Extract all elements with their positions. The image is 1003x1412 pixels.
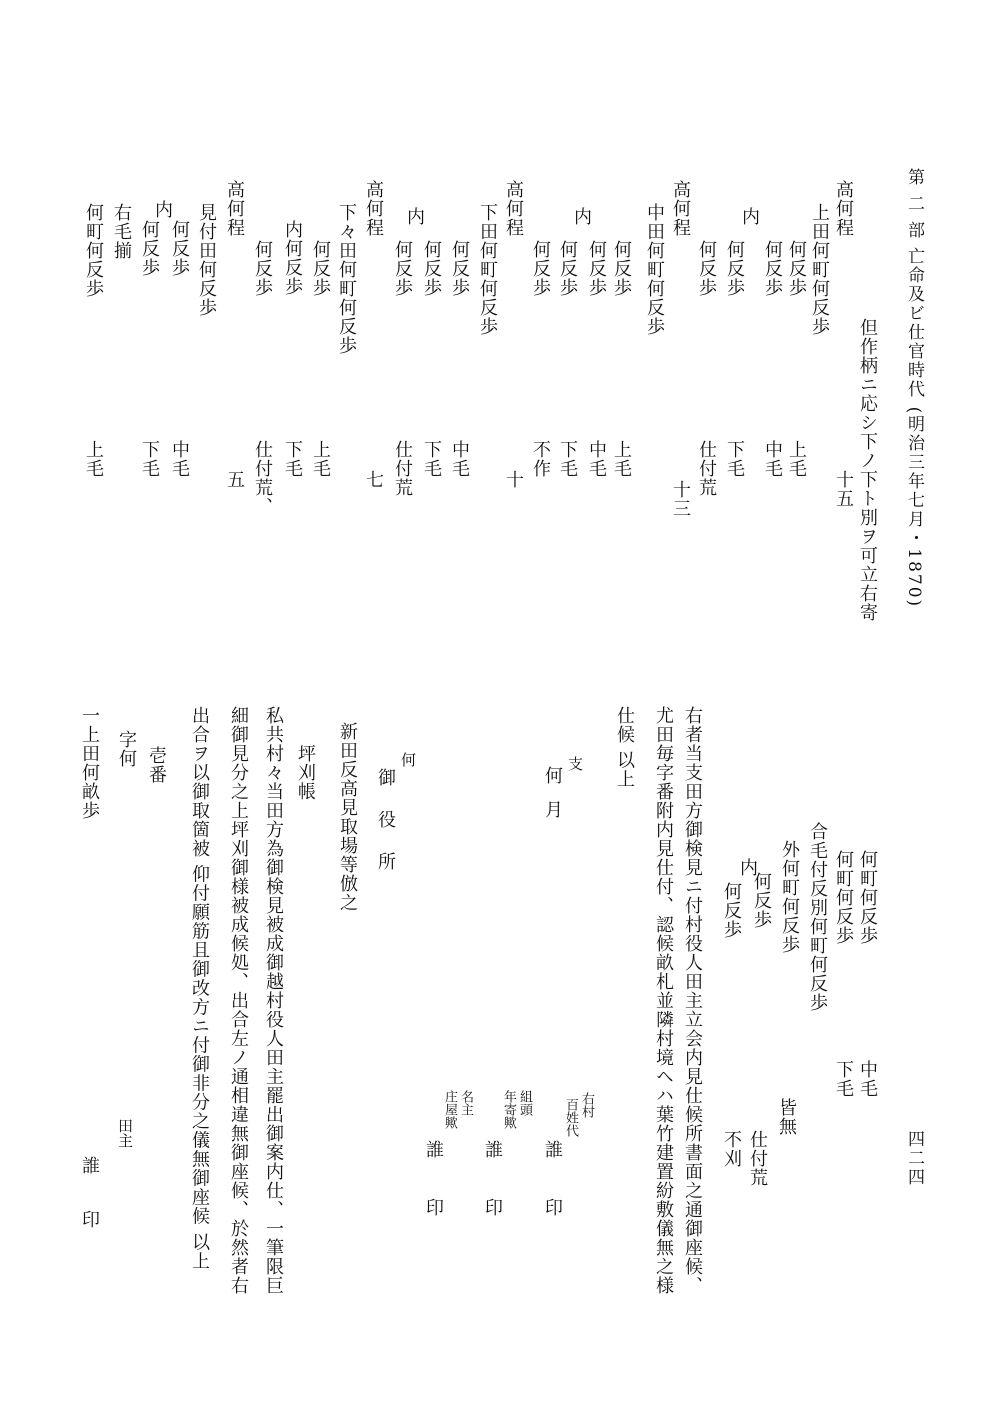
row-label: 高何程 [833, 180, 854, 237]
row-label: 何反歩 [786, 240, 807, 297]
row-label: 何反歩 [449, 240, 470, 297]
row-prefix: 内 [739, 207, 760, 226]
entry-number: 壱番 [146, 746, 167, 784]
row-value: 七 [363, 470, 384, 489]
row-label: 何反歩 [530, 240, 551, 297]
row-value: 仕付荒 [696, 440, 717, 497]
entry-owner-name: 誰 [79, 1156, 100, 1175]
row-value: 上毛 [310, 440, 331, 478]
running-head: 第 二 部 亡命及ビ仕官時代 (明治三年七月・1870) [904, 168, 924, 609]
seal-mark: 印 [79, 1210, 100, 1229]
row-value: 仕付荒、 [252, 440, 273, 516]
entry-aza: 字何 [116, 730, 137, 768]
signatory-title: 庄屋歟 [442, 1090, 457, 1129]
row-value: 十三 [670, 480, 691, 518]
signatory-title: 名主 [458, 1090, 473, 1116]
row-label: 何反歩 [557, 240, 578, 297]
petition-line: 細御見分之上坪刈御様被成候処、出合左ノ通相違無御座候、於然者右 [228, 706, 249, 1295]
seal-mark: 印 [542, 1198, 563, 1217]
row-value: 十 [503, 470, 524, 489]
petition-line: 出合ヲ以御取箇被 仰付願筋且御改方ニ付御非分之儀無御座候 以上 [189, 706, 210, 1271]
report-line: 右者当支田方御検見ニ付村役人田主立会内見仕候所書面之通御座候、 [682, 706, 703, 1295]
row-label: 下々田何町何反歩 [336, 203, 357, 355]
row-value: 下毛 [557, 440, 578, 478]
summary-value: 仕付荒 [747, 1130, 768, 1187]
row-value: 仕付荒 [392, 440, 413, 497]
entry-line: 一上田何畝歩 [79, 706, 100, 820]
addressee: 所 [375, 852, 396, 871]
row-value: 中毛 [762, 440, 783, 478]
row-value: 下毛 [139, 440, 160, 478]
row-label: 何反歩 [392, 240, 413, 297]
row-label: 何反歩 [724, 240, 745, 297]
addressee: 御 [375, 768, 396, 787]
row-value: 不作 [530, 440, 551, 478]
entry-owner-title: 田主 [116, 1118, 134, 1148]
row-value: 上毛 [786, 440, 807, 478]
row-label: 内何反歩 [282, 220, 303, 296]
row-label: 上田何町何反歩 [809, 203, 830, 336]
addressee: 何 [399, 752, 417, 767]
signatory-title: 百姓代 [563, 1098, 578, 1137]
summary-value: 中毛 [857, 1060, 878, 1098]
row-label: 何反歩 [139, 220, 160, 277]
section-heading: 坪刈帳 [295, 744, 316, 801]
row-label: 何反歩 [310, 240, 331, 297]
summary-label: 何反歩 [751, 872, 772, 929]
row-prefix: 内 [571, 207, 592, 226]
row-label: 高何程 [670, 180, 691, 237]
date-month: 月 [542, 800, 563, 819]
row-value: 中毛 [586, 440, 607, 478]
row-label: 何町何反歩 [83, 203, 104, 298]
row-label: 右毛揃 [111, 203, 132, 260]
summary-value: 下毛 [833, 1060, 854, 1098]
row-label: 高何程 [503, 180, 524, 237]
row-value: 十五 [833, 470, 854, 508]
row-label: 何反歩 [611, 240, 632, 297]
summary-label: 何反歩 [721, 882, 742, 939]
row-value: 中毛 [449, 440, 470, 478]
signatory-name: 誰 [423, 1140, 444, 1159]
note-line: 但作柄ニ応シ下ノ下ト別ヲ可立右寄 [857, 318, 878, 622]
summary-value: 不刈 [721, 1130, 742, 1168]
summary-prefix: 内 [737, 858, 758, 877]
signatory-village: 右村 [579, 1092, 594, 1118]
summary-label: 外何町何反歩 [779, 840, 800, 954]
row-label: 何反歩 [169, 220, 190, 277]
row-label: 何反歩 [252, 240, 273, 297]
date-era: 支 [566, 756, 584, 771]
row-label: 見付田何反歩 [196, 203, 217, 317]
note-line: 新田反高見取場等倣之 [337, 722, 358, 912]
summary-label: 何町何反歩 [857, 850, 878, 945]
row-label: 高何程 [363, 180, 384, 237]
date-year: 何 [542, 766, 563, 785]
row-value: 上毛 [611, 440, 632, 478]
row-value: 中毛 [169, 440, 190, 478]
signatory-name: 誰 [542, 1140, 563, 1159]
signatory-title: 年寄歟 [501, 1090, 516, 1129]
row-value: 五 [224, 470, 245, 489]
row-value: 下毛 [282, 440, 303, 478]
row-value: 下毛 [724, 440, 745, 478]
report-line: 仕候 以上 [614, 706, 635, 789]
row-label: 何反歩 [696, 240, 717, 297]
seal-mark: 印 [482, 1198, 503, 1217]
row-label: 中田何町何反歩 [644, 203, 665, 336]
signatory-title: 組頭 [517, 1090, 532, 1116]
page-number: 四二四 [904, 1130, 924, 1187]
row-prefix: 内 [404, 207, 425, 226]
row-prefix: 内 [152, 200, 173, 219]
seal-mark: 印 [423, 1198, 444, 1217]
petition-line: 私共村々当田方為御検見被成御越村役人田主罷出御案内仕、一筆限巨 [263, 706, 284, 1295]
summary-label: 合毛付反別何町何反歩 [807, 822, 828, 1012]
row-label: 何反歩 [762, 240, 783, 297]
summary-value: 皆無 [776, 1098, 797, 1136]
row-label: 何反歩 [421, 240, 442, 297]
addressee: 役 [375, 810, 396, 829]
row-value: 下毛 [421, 440, 442, 478]
row-label: 高何程 [224, 180, 245, 237]
signatory-name: 誰 [482, 1140, 503, 1159]
row-label: 何反歩 [586, 240, 607, 297]
row-label: 下田何町何反歩 [477, 203, 498, 336]
summary-label: 何町何反歩 [833, 850, 854, 945]
row-value: 上毛 [83, 440, 104, 478]
report-line: 尤田毎字番附内見仕付、認候畝札並隣村境ヘハ葉竹建置紛敷儀無之様 [653, 706, 674, 1295]
